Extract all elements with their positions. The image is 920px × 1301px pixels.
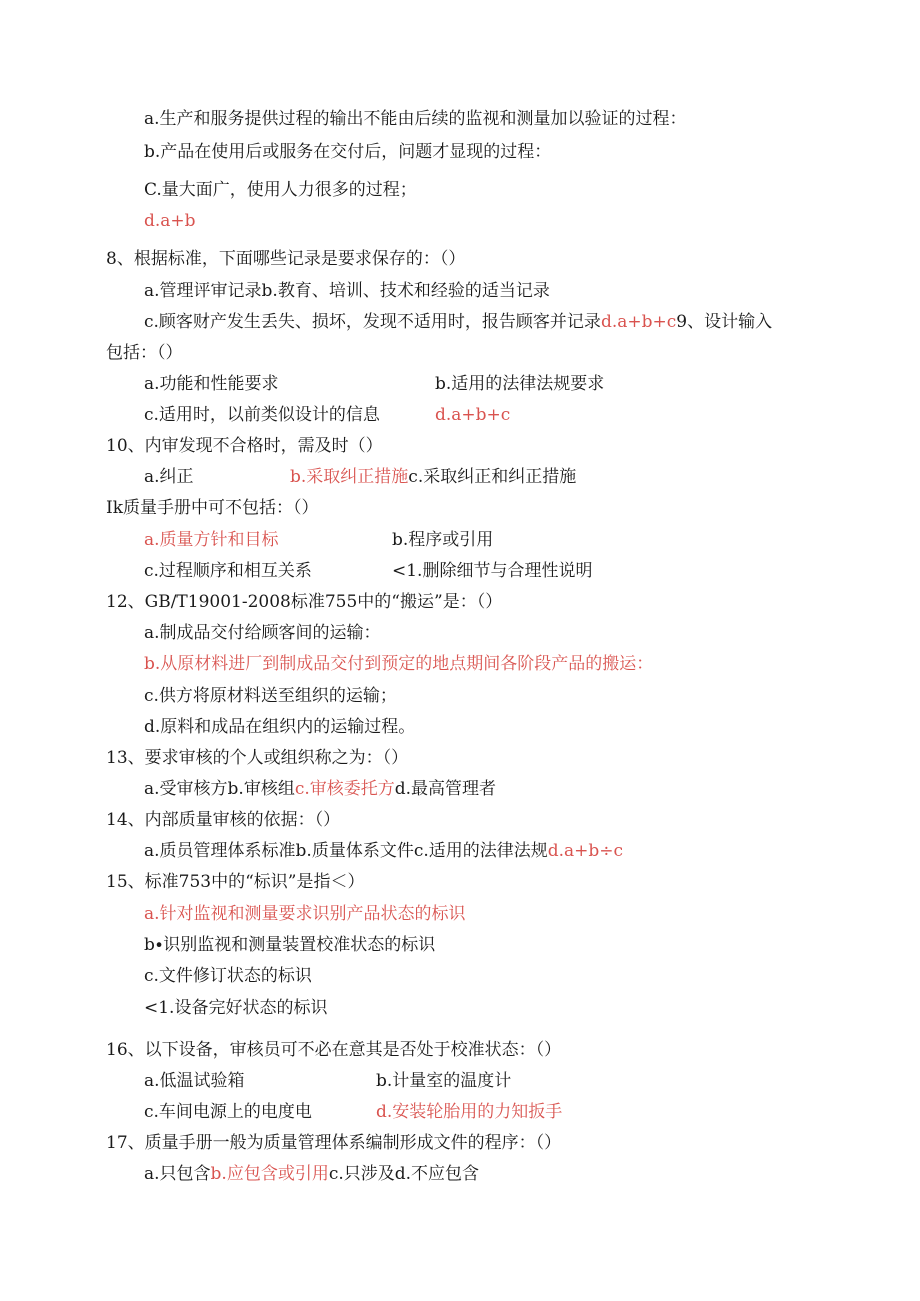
option-line <box>144 997 327 1019</box>
question-line <box>106 248 465 270</box>
option-text: a.生产和服务提供过程的输出不能由后续的监视和测量加以验证的过程： <box>144 109 687 129</box>
option-text: c.供方将原材料送至组织的运输； <box>144 686 397 706</box>
option-text: d.原料和成品在组织内的运输过程。 <box>144 717 416 737</box>
answer-line <box>435 404 510 426</box>
question-text: 10、内审发现不合格时，需及时（） <box>106 436 383 456</box>
answer-text: d.a+b+c <box>435 405 511 425</box>
option-line <box>144 404 380 426</box>
answer-line <box>144 529 279 551</box>
option-text: <1.设备完好状态的标识 <box>144 998 328 1018</box>
option-line <box>144 622 381 644</box>
option-text: a.纠正 <box>144 467 194 487</box>
option-text: c.采取纠正和纠正措施 <box>408 467 577 487</box>
answer-text: b.从原材料进厂到制成品交付到预定的地点期间各阶段产品的搬运： <box>144 654 654 674</box>
question-text: 包括：（） <box>106 343 183 363</box>
option-line <box>144 373 279 395</box>
question-text: 8、根据标准，下面哪些记录是要求保存的：（） <box>106 249 466 269</box>
option-text: a.只包含 <box>144 1164 211 1184</box>
answer-line <box>144 653 653 675</box>
option-text: b∙识别监视和测量装置校准状态的标识 <box>144 935 436 955</box>
answer-text: a.质量方针和目标 <box>144 530 279 550</box>
option-text: b.程序或引用 <box>392 530 494 550</box>
option-text: a.制成品交付给顾客间的运输： <box>144 623 381 643</box>
option-line <box>144 141 551 163</box>
option-line <box>144 934 435 956</box>
question-text: 17、质量手册一般为质量管理体系编制形成文件的程序：（） <box>106 1133 562 1153</box>
question-text: 13、要求审核的个人或组织称之为：（） <box>106 748 409 768</box>
question-text: 9、设计输入 <box>676 312 773 332</box>
option-line <box>144 1070 245 1092</box>
option-line <box>392 529 493 551</box>
option-line <box>144 280 550 302</box>
option-line <box>144 560 312 582</box>
question-text: 15、标准753中的“标识”是指＜） <box>106 872 365 892</box>
option-line <box>144 685 397 707</box>
answer-text: b.应包含或引用 <box>210 1164 329 1184</box>
option-text: c.文件修订状态的标识 <box>144 966 312 986</box>
answer-line <box>144 210 196 232</box>
option-line <box>144 311 772 333</box>
answer-line <box>144 903 466 925</box>
question-line <box>106 497 319 519</box>
option-text: c.顾客财产发生丢失、损坏，发现不适用时，报告顾客并记录 <box>144 312 601 332</box>
question-text: Ik质量手册中可不包括：（） <box>106 498 319 518</box>
option-text: a.受审核方b.审核组 <box>144 779 295 799</box>
option-line <box>290 466 576 488</box>
option-text: b.产品在使用后或服务在交付后，问题才显现的过程： <box>144 142 552 162</box>
option-line <box>144 108 687 130</box>
answer-text: d.a+b <box>144 211 196 231</box>
option-line <box>392 560 592 582</box>
answer-text: d.a+b÷c <box>547 841 624 861</box>
question-line <box>106 871 364 893</box>
option-text: <1.删除细节与合理性说明 <box>392 561 593 581</box>
option-line <box>144 179 417 201</box>
option-line <box>144 466 194 488</box>
option-text: C.量大面广，使用人力很多的过程； <box>144 180 417 200</box>
option-line <box>144 778 496 800</box>
question-text: 16、以下设备，审核员可不必在意其是否处于校准状态：（） <box>106 1040 562 1060</box>
option-text: d.最高管理者 <box>394 779 497 799</box>
option-text: a.管理评审记录b.教育、培训、技术和经验的适当记录 <box>144 281 550 301</box>
option-line <box>144 1101 312 1123</box>
option-text: c.只涉及d.不应包含 <box>328 1164 480 1184</box>
question-text: 12、GB/T19001-2008标准755中的“搬运”是：（） <box>106 592 503 612</box>
option-text: a.功能和性能要求 <box>144 374 279 394</box>
question-text: 14、内部质量审核的依据：（） <box>106 810 341 830</box>
question-line <box>106 342 183 364</box>
option-line <box>144 965 312 987</box>
option-line <box>144 1163 479 1185</box>
question-line <box>106 809 340 831</box>
question-line <box>106 435 383 457</box>
option-text: a.低温试验箱 <box>144 1071 245 1091</box>
answer-text: b.采取纠正措施 <box>290 467 409 487</box>
option-line <box>435 373 604 395</box>
option-text: c.适用时，以前类似设计的信息 <box>144 405 380 425</box>
question-line <box>106 591 502 613</box>
option-line <box>144 716 415 738</box>
question-line <box>106 747 408 769</box>
answer-line <box>376 1101 562 1123</box>
option-text: c.过程顺序和相互关系 <box>144 561 312 581</box>
option-line <box>144 840 623 862</box>
answer-text: a.针对监视和测量要求识别产品状态的标识 <box>144 904 466 924</box>
option-text: c.车间电源上的电度电 <box>144 1102 312 1122</box>
question-line <box>106 1132 561 1154</box>
answer-text: d.a+b+c <box>600 312 677 332</box>
option-line <box>376 1070 511 1092</box>
option-text: a.质员管理体系标准b.质量体系文件c.适用的法律法规 <box>144 841 548 861</box>
question-line <box>106 1039 561 1061</box>
answer-text: c.审核委托方 <box>294 779 395 799</box>
option-text: b.计量室的温度计 <box>376 1071 512 1091</box>
answer-text: d.安装轮胎用的力知扳手 <box>376 1102 563 1122</box>
option-text: b.适用的法律法规要求 <box>435 374 605 394</box>
